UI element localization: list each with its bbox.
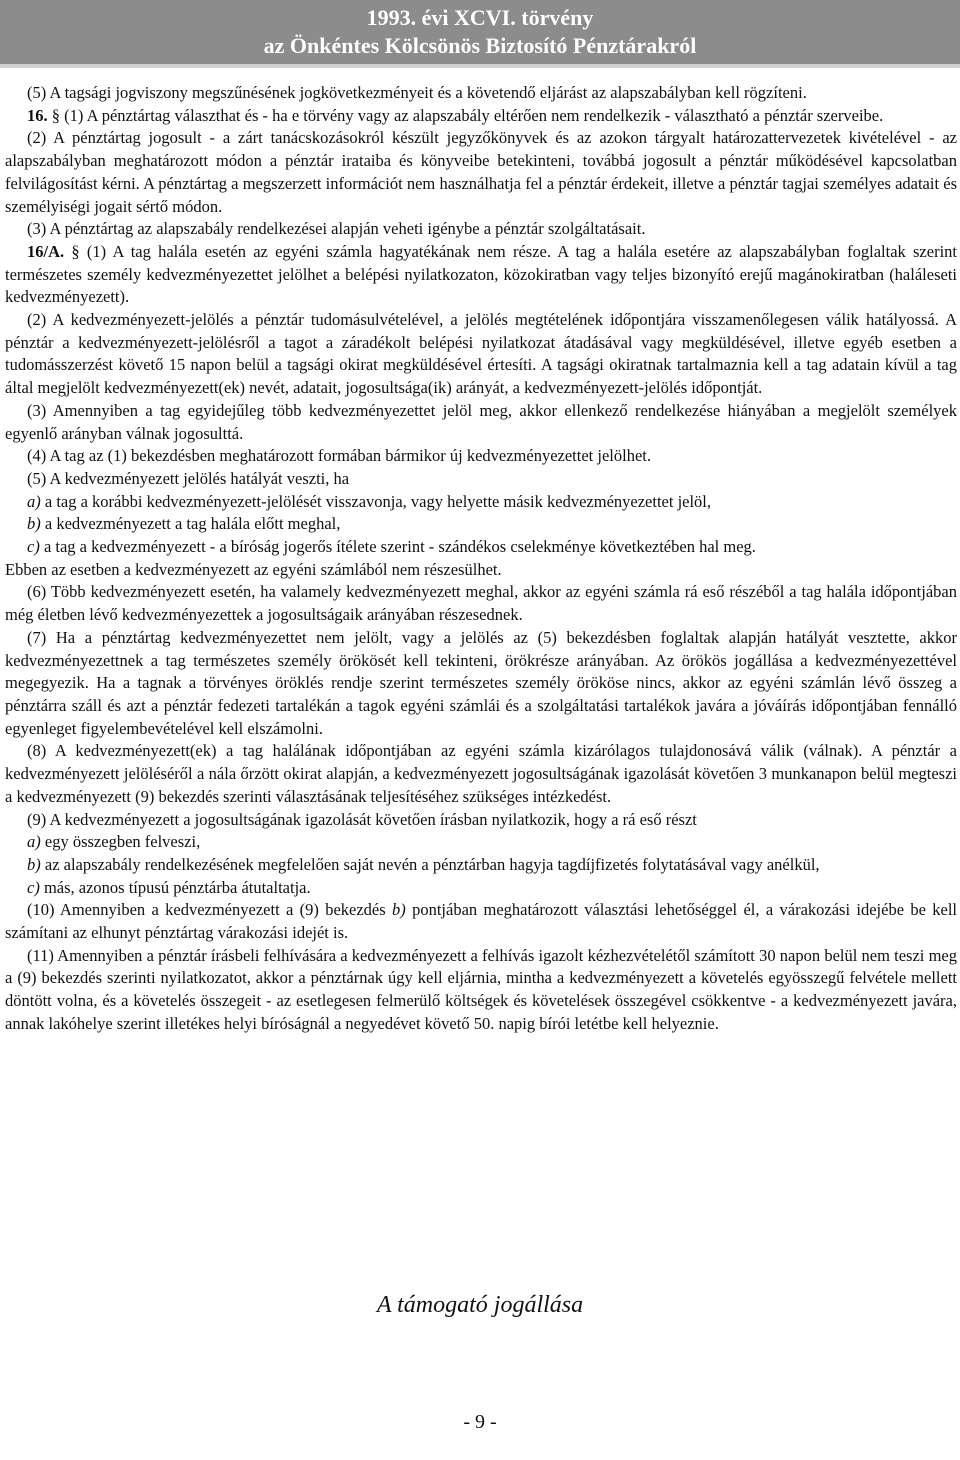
list-item: a) a tag a korábbi kedvezményezett-jelölését visszavonja, vagy helyette másik kedvezményezettet jelöl, <box>27 491 712 511</box>
paragraph: (11) Amennyiben a pénztár írásbeli felhívására a kedvezményezett a felhívás igazolt kézhezvételétől számított 30 napon belül nem teszi meg a (9) bekezdés szerinti nyilatkozatot, akkor a pénztárnak úgy kell eljárnia, mintha a kedvezményezett a követelés egyösszegű felvétele mellett döntött volna, és a követelés összegeit - az esetlegesen felmerülő költségek és követelések összegével csökkentve - a kedvezményezett javára, annak lakóhelye szerint illetékes helyi bíróságnál a negyedévet követő 50. napig bírói letétbe kell helyeznie. <box>5 945 957 1033</box>
item-label: b) <box>392 900 406 920</box>
item-label: a) <box>27 832 41 852</box>
paragraph: 16/A. § (1) A tag halála esetén az egyéni számla hagyatékának nem része. A tag a halála esetére az alapszabályban foglaltak szerint természetes személy kedvezményezettet jelölhet a belépési nyilatkozaton, közokiratban vagy teljes bizonyító erejű magánokiratban (haláleseti kedvezményezett). <box>5 241 957 307</box>
item-label: c) <box>27 877 40 897</box>
section-heading: A támogató jogállása <box>376 1292 584 1318</box>
list-item: a) egy összegben felveszi, <box>27 832 201 852</box>
item-label: b) <box>27 514 41 534</box>
section-number: 16. <box>27 105 48 125</box>
item-label: a) <box>27 491 41 511</box>
list-item: c) a tag a kedvezményezett - a bíróság jogerős ítélete szerint - szándékos cselekménye következtében hal meg. <box>27 537 756 557</box>
paragraph: (8) A kedvezményezett(ek) a tag halálának időpontjában az egyéni számla kizárólagos tulajdonosává válik (válnak). A pénztár a kedvezményezett jelöléséről a nála őrzött okirat alapján, a kedvezményezett jogosultságának igazolását követően 3 munkanapon belül megteszi a kedvezményezett (9) bekezdés szerinti választásának teljesítéséhez szükséges intézkedést. <box>5 741 957 806</box>
paragraph: (4) A tag az (1) bekezdésben meghatározott formában bármikor új kedvezményezettet jelölhet. <box>27 446 651 466</box>
document-body <box>5 82 957 1036</box>
paragraph: (2) A kedvezményezett-jelölés a pénztár tudomásulvételével, a jelölés megtételének időpontjára visszamenőlegesen válik hatályossá. A pénztár a kedvezményezett-jelölésről a tagot a záradékolt belépési nyilatkozat átadásával vagy megküldésével, illetve egyéb esetben a tudomásszerzést követő 15 napon belül a tagsági okirat megküldésével értesíti. A tagsági okiratnak tartalmaznia kell a tag adatain kívül a tag által megjelölt kedvezményezett(ek) nevét, adatait, jogosultsága(ik) arányát, a kedvezményezett-jelölés időpontját. <box>5 310 957 398</box>
paragraph: (9) A kedvezményezett a jogosultságának igazolását követően írásban nyilatkozik, hogy a rá eső részt <box>27 809 697 829</box>
item-label: c) <box>27 537 40 557</box>
paragraph: (6) Több kedvezményezett esetén, ha valamely kedvezményezett meghal, akkor az egyéni számla rá eső részéből a tag halála időpontjában még életben lévő kedvezményezettek a jogosultságaik arányában részesednek. <box>5 582 957 625</box>
paragraph: (3) A pénztártag az alapszabály rendelkezései alapján veheti igénybe a pénztár szolgáltatásait. <box>27 219 646 239</box>
page-header <box>0 0 960 64</box>
header-divider <box>0 64 960 68</box>
section-number: 16/A. <box>27 241 65 261</box>
paragraph: Ebben az esetben a kedvezményezett az egyéni számlából nem részesülhet. <box>5 559 502 579</box>
paragraph: (5) A kedvezményezett jelölés hatályát veszti, ha <box>27 468 350 488</box>
page-number: - 9 - <box>463 1411 497 1433</box>
paragraph: 16. § (1) A pénztártag választhat és - ha e törvény vagy az alapszabály eltérően nem rendelkezik - választható a pénztár szerveibe. <box>27 105 884 125</box>
item-label: b) <box>27 854 41 874</box>
list-item: b) az alapszabály rendelkezésének megfelelően saját nevén a pénztárban hagyja tagdíjfizetés folytatásával vagy anélkül, <box>27 854 820 874</box>
header-title-line2: az Önkéntes Kölcsönös Biztosító Pénztárakról <box>263 33 697 58</box>
paragraph: (7) Ha a pénztártag kedvezményezettet nem jelölt, vagy a jelölés az (5) bekezdésben foglaltak alapján hatályát vesztette, akkor kedvezményezettnek a tag természetes személy örökösét kell tekinteni, örökrésze arányában. Az örökös jogállása a kedvezményezettével megegyezik. Ha a tagnak a törvényes öröklés rendje szerint természetes személy örököse nincs, akkor az egyéni számlán lévő összeg a pénztárra száll és azt a pénztár fedezeti tartalékán a tagok egyéni számlái és a szolgáltatási tartalékok javára a jóváírás időpontjában fennálló egyenleget figyelembevételével kell elszámolni. <box>5 627 957 738</box>
list-item: b) a kedvezményezett a tag halála előtt meghal, <box>27 514 341 534</box>
list-item: c) más, azonos típusú pénztárba átutaltatja. <box>27 877 311 897</box>
header-title-line1: 1993. évi XCVI. törvény <box>366 5 594 30</box>
paragraph: (2) A pénztártag jogosult - a zárt tanácskozásokról készült jegyzőkönyvek és az azokon tárgyalt határozattervezetek kivételével - az alapszabályban meghatározott módon a pénztár irataiba és könyveibe betekinteni, továbbá jogosult a pénztár működésével kapcsolatban felvilágosítást kérni. A pénztártag a megszerzett információt nem használhatja fel a pénztár érdekeit, illetve a pénztár tagjai személyes adatait és személyiségi jogait sértő módon. <box>5 128 957 216</box>
paragraph: (10) Amennyiben a kedvezményezett a (9) bekezdés b) pontjában meghatározott választási lehetőséggel él, a várakozási idejébe be kell számítani az elhunyt pénztártag várakozási idejét is. <box>5 900 957 943</box>
paragraph: (3) Amennyiben a tag egyidejűleg több kedvezményezettet jelöl meg, akkor ellenkező rendelkezése hiányában a megjelölt személyek egyenlő arányban válnak jogosulttá. <box>5 400 957 443</box>
paragraph: (5) A tagsági jogviszony megszűnésének jogkövetkezményeit és a követendő eljárást az alapszabályban kell rögzíteni. <box>27 83 807 102</box>
